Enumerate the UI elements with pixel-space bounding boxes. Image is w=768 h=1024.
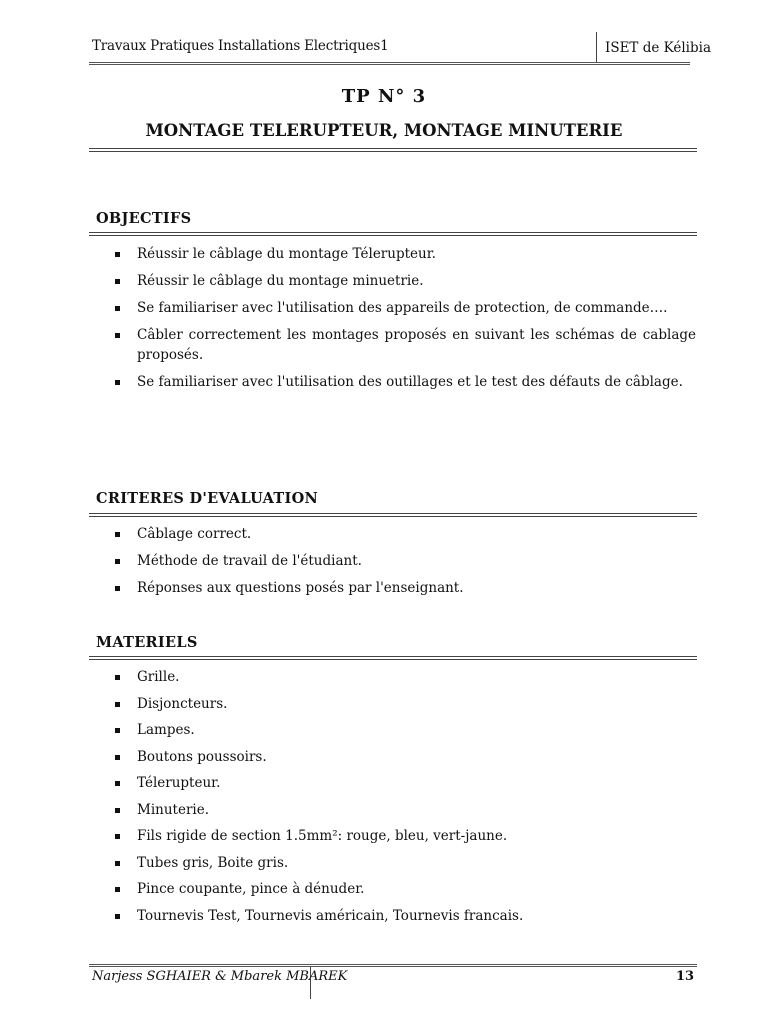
list-item: Se familiariser avec l'utilisation des outillages et le test des défauts de câblage.	[112, 372, 696, 392]
bullet-icon	[115, 532, 120, 537]
section-heading-criteres: CRITERES D'EVALUATION	[96, 490, 319, 507]
bullet-icon	[115, 586, 120, 591]
section-heading-objectifs: OBJECTIFS	[96, 210, 192, 227]
materiels-rule	[89, 656, 697, 660]
list-item: Câbler correctement les montages proposés en suivant les schémas de cablage proposés.	[112, 325, 696, 365]
bullet-icon	[115, 728, 120, 733]
list-item: Boutons poussoirs.	[112, 747, 696, 767]
footer-authors: Narjess SGHAIER & Mbarek MBAREK	[92, 969, 348, 984]
list-item: Pince coupante, pince à dénuder.	[112, 879, 696, 899]
header-rule	[89, 62, 690, 65]
list-item: Câblage correct.	[112, 524, 696, 544]
bullet-icon	[115, 755, 120, 760]
objectifs-rule	[89, 232, 697, 236]
bullet-icon	[115, 675, 120, 680]
materiels-list	[112, 667, 696, 932]
list-item: Minuterie.	[112, 800, 696, 820]
bullet-icon	[115, 252, 120, 257]
bullet-icon	[115, 702, 120, 707]
bullet-icon	[115, 279, 120, 284]
bullet-icon	[115, 914, 120, 919]
list-item: Disjoncteurs.	[112, 694, 696, 714]
list-item: Tubes gris, Boite gris.	[112, 853, 696, 873]
page-number: 13	[676, 969, 695, 984]
list-item: Fils rigide de section 1.5mm²: rouge, bleu, vert-jaune.	[112, 826, 696, 846]
list-item: Se familiariser avec l'utilisation des appareils de protection, de commande….	[112, 298, 696, 318]
section-heading-materiels: MATERIELS	[96, 634, 198, 651]
list-item: Réponses aux questions posés par l'enseignant.	[112, 578, 696, 598]
criteres-list	[112, 524, 696, 605]
page-header-right: ISET de Kélibia	[605, 40, 712, 56]
list-item: Lampes.	[112, 720, 696, 740]
list-item: Télerupteur.	[112, 773, 696, 793]
footer-rule	[89, 964, 697, 967]
bullet-icon	[115, 808, 120, 813]
objectifs-list	[112, 244, 696, 399]
page-title: MONTAGE TELERUPTEUR, MONTAGE MINUTERIE	[145, 121, 623, 140]
bullet-icon	[115, 861, 120, 866]
bullet-icon	[115, 781, 120, 786]
title-rule	[89, 148, 697, 152]
list-item: Méthode de travail de l'étudiant.	[112, 551, 696, 571]
page-header-left: Travaux Pratiques Installations Electriques1	[92, 38, 389, 54]
bullet-icon	[115, 380, 120, 385]
list-item: Grille.	[112, 667, 696, 687]
header-divider	[596, 32, 597, 62]
bullet-icon	[115, 333, 120, 338]
list-item: Réussir le câblage du montage Télerupteur.	[112, 244, 696, 264]
bullet-icon	[115, 834, 120, 839]
tp-number-title: TP N° 3	[341, 86, 427, 107]
bullet-icon	[115, 559, 120, 564]
bullet-icon	[115, 887, 120, 892]
list-item: Réussir le câblage du montage minuetrie.	[112, 271, 696, 291]
list-item: Tournevis Test, Tournevis américain, Tournevis francais.	[112, 906, 696, 926]
criteres-rule	[89, 513, 697, 517]
bullet-icon	[115, 306, 120, 311]
